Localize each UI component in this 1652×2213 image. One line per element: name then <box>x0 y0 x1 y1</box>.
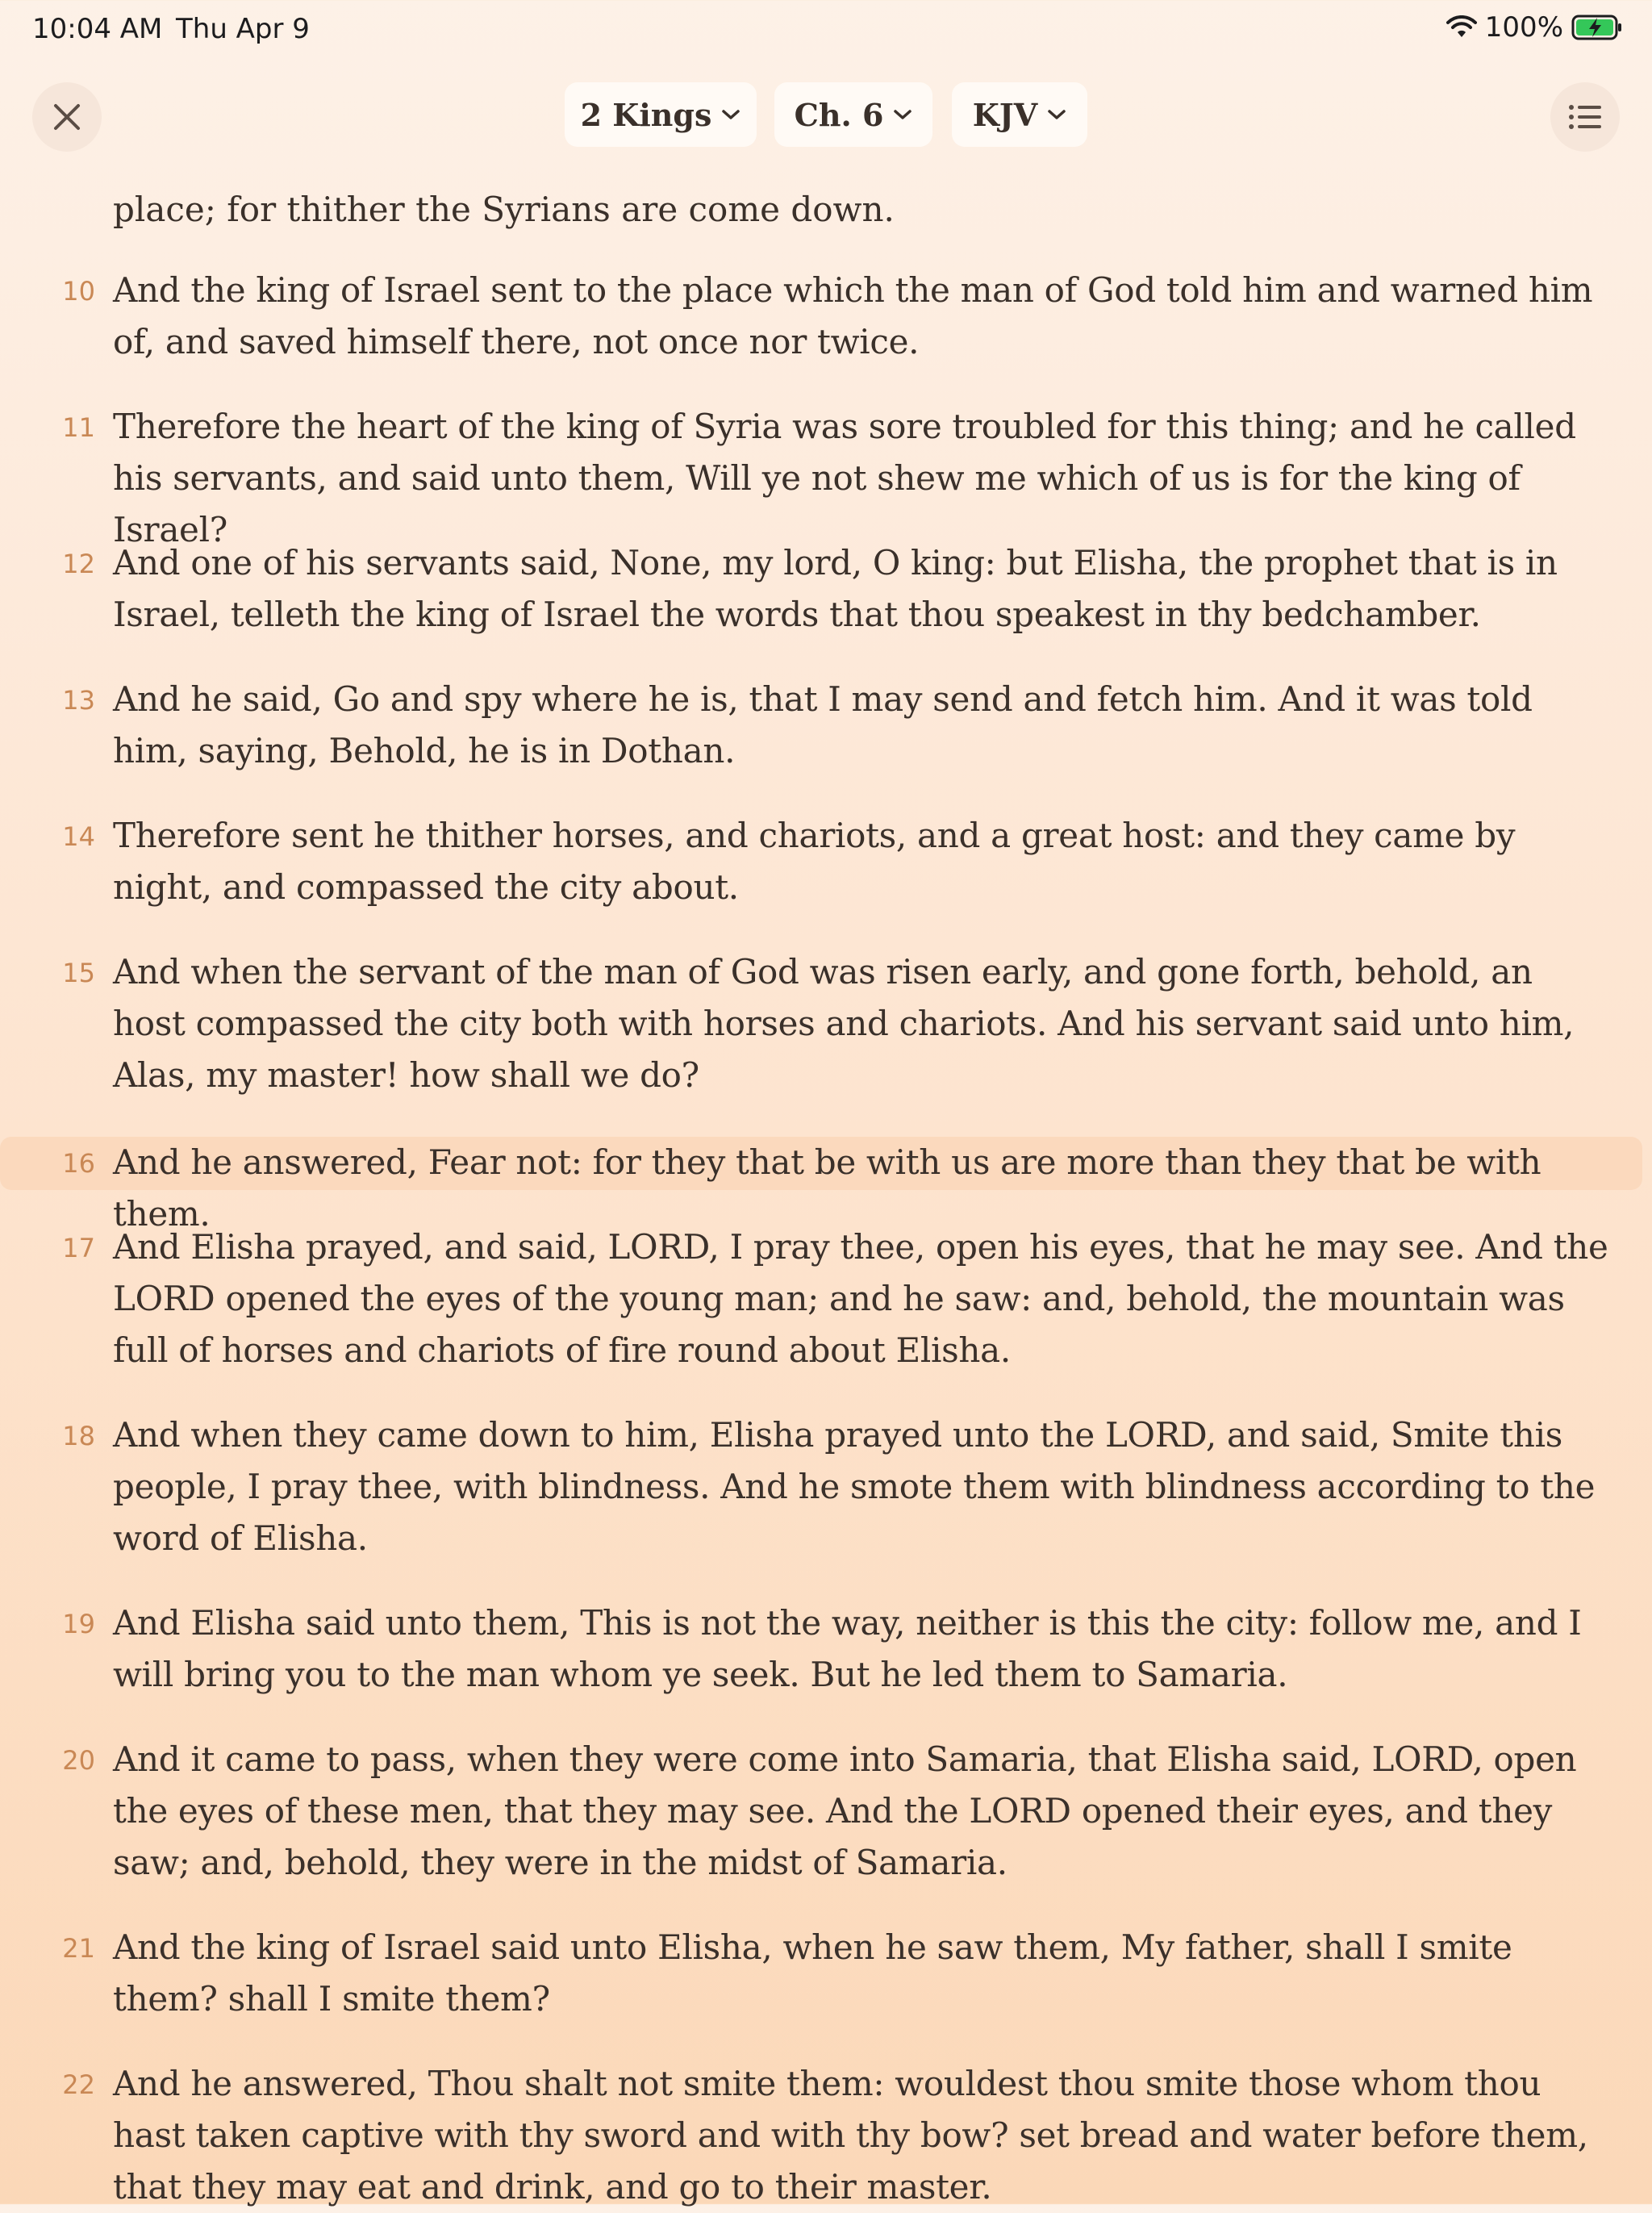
verse-number: 10 <box>62 276 95 307</box>
verse-number: 13 <box>62 685 95 716</box>
verse-number: 15 <box>62 958 95 988</box>
status-indicators <box>1446 11 1623 44</box>
book-selector[interactable] <box>565 82 757 147</box>
chevron-down-icon <box>893 108 912 121</box>
verse-number: 21 <box>62 1933 95 1964</box>
status-bar <box>0 0 1652 56</box>
verse-number: 14 <box>62 821 95 852</box>
verse-text: And when the servant of the man of God was risen early, and gone forth, behold, an host compassed the city both with horses and chariots. And his servant said unto him, Alas, my master! how shall we do? <box>113 952 1575 1095</box>
verse-text: And Elisha prayed, and said, LORD, I pray thee, open his eyes, that he may see. And the LORD opened the eyes of the young man; and he saw: and, behold, the mountain was full of horses and chariots of fire round about Elisha. <box>113 1227 1608 1370</box>
verse-12[interactable] <box>0 537 1652 641</box>
contents-menu-button[interactable] <box>1550 82 1620 152</box>
battery-charging-icon <box>1571 15 1623 40</box>
chevron-down-icon <box>721 108 740 121</box>
verse-text: Therefore sent he thither horses, and chariots, and a great host: and they came by night, and compassed the city about. <box>113 816 1516 907</box>
version-selector[interactable] <box>952 82 1087 147</box>
verse-19[interactable] <box>0 1597 1652 1701</box>
verse-number: 16 <box>62 1148 95 1179</box>
verse-number: 20 <box>62 1745 95 1776</box>
verse-text: And it came to pass, when they were come into Samaria, that Elisha said, LORD, open the eyes of these men, that they may see. And the LORD opened their eyes, and they saw; and, behold, they were in the midst of Samaria. <box>113 1739 1577 1882</box>
verse-16-highlighted[interactable] <box>0 1137 1642 1234</box>
verse-number: 18 <box>62 1421 95 1451</box>
version-label: KJV <box>972 96 1038 133</box>
list-icon <box>1567 102 1603 132</box>
verse-20[interactable] <box>0 1734 1652 1889</box>
status-time: 10:04 AM <box>32 13 163 45</box>
verse-text: And the king of Israel sent to the place which the man of God told him and warned him of, and saved himself there, not once nor twice. <box>113 270 1593 361</box>
verse-number: 12 <box>62 549 95 579</box>
verse-text: And he answered, Thou shalt not smite them: wouldest thou smite those whom thou hast taken captive with thy sword and with thy bow? set bread and water before them, that they may eat and drink, and go to their master. <box>113 2064 1588 2207</box>
verse-number: 11 <box>62 412 95 443</box>
verse-text: And Elisha said unto them, This is not the way, neither is this the city: follow me, and I will bring you to the man whom ye seek. But he led them to Samaria. <box>113 1603 1582 1694</box>
chevron-down-icon <box>1047 108 1066 121</box>
verse-text: And he answered, Fear not: for they that be with us are more than they that be with them. <box>113 1142 1541 1234</box>
verse-number: 19 <box>62 1609 95 1639</box>
verse-text: And the king of Israel said unto Elisha, when he saw them, My father, shall I smite them? shall I smite them? <box>113 1927 1512 2019</box>
verse-fragment: place; for thither the Syrians are come down. <box>113 190 895 229</box>
verse-text: Therefore the heart of the king of Syria was sore troubled for this thing; and he called his servants, and said unto them, Will ye not shew me which of us is for the king of Israel? <box>113 407 1576 549</box>
chapter-label: Ch. 6 <box>794 96 884 133</box>
reader-toolbar <box>0 81 1652 153</box>
close-button[interactable] <box>32 82 102 152</box>
verse-13[interactable] <box>0 674 1652 777</box>
verse-18[interactable] <box>0 1409 1652 1564</box>
book-label: 2 Kings <box>580 96 712 133</box>
verse-17[interactable] <box>0 1221 1652 1376</box>
battery-percent: 100% <box>1484 11 1563 44</box>
verse-number: 22 <box>62 2069 95 2100</box>
close-icon <box>52 102 82 132</box>
verse-text: And he said, Go and spy where he is, that I may send and fetch him. And it was told him, saying, Behold, he is in Dothan. <box>113 679 1533 770</box>
verse-22[interactable] <box>0 2058 1652 2213</box>
verse-21[interactable] <box>0 1922 1652 2025</box>
verse-text: And when they came down to him, Elisha prayed unto the LORD, and said, Smite this people, I pray thee, with blindness. And he smote them with blindness according to the word of Elisha. <box>113 1415 1596 1558</box>
verse-15[interactable] <box>0 946 1652 1101</box>
verse-10[interactable] <box>0 265 1652 368</box>
verse-text: And one of his servants said, None, my lord, O king: but Elisha, the prophet that is in Israel, telleth the king of Israel the words that thou speakest in thy bedchamber. <box>113 543 1558 634</box>
status-date: Thu Apr 9 <box>176 13 310 45</box>
chapter-selector[interactable] <box>774 82 932 147</box>
verse-number: 17 <box>62 1233 95 1263</box>
wifi-icon <box>1446 15 1477 40</box>
verse-14[interactable] <box>0 810 1652 913</box>
verse-11[interactable] <box>0 401 1652 556</box>
